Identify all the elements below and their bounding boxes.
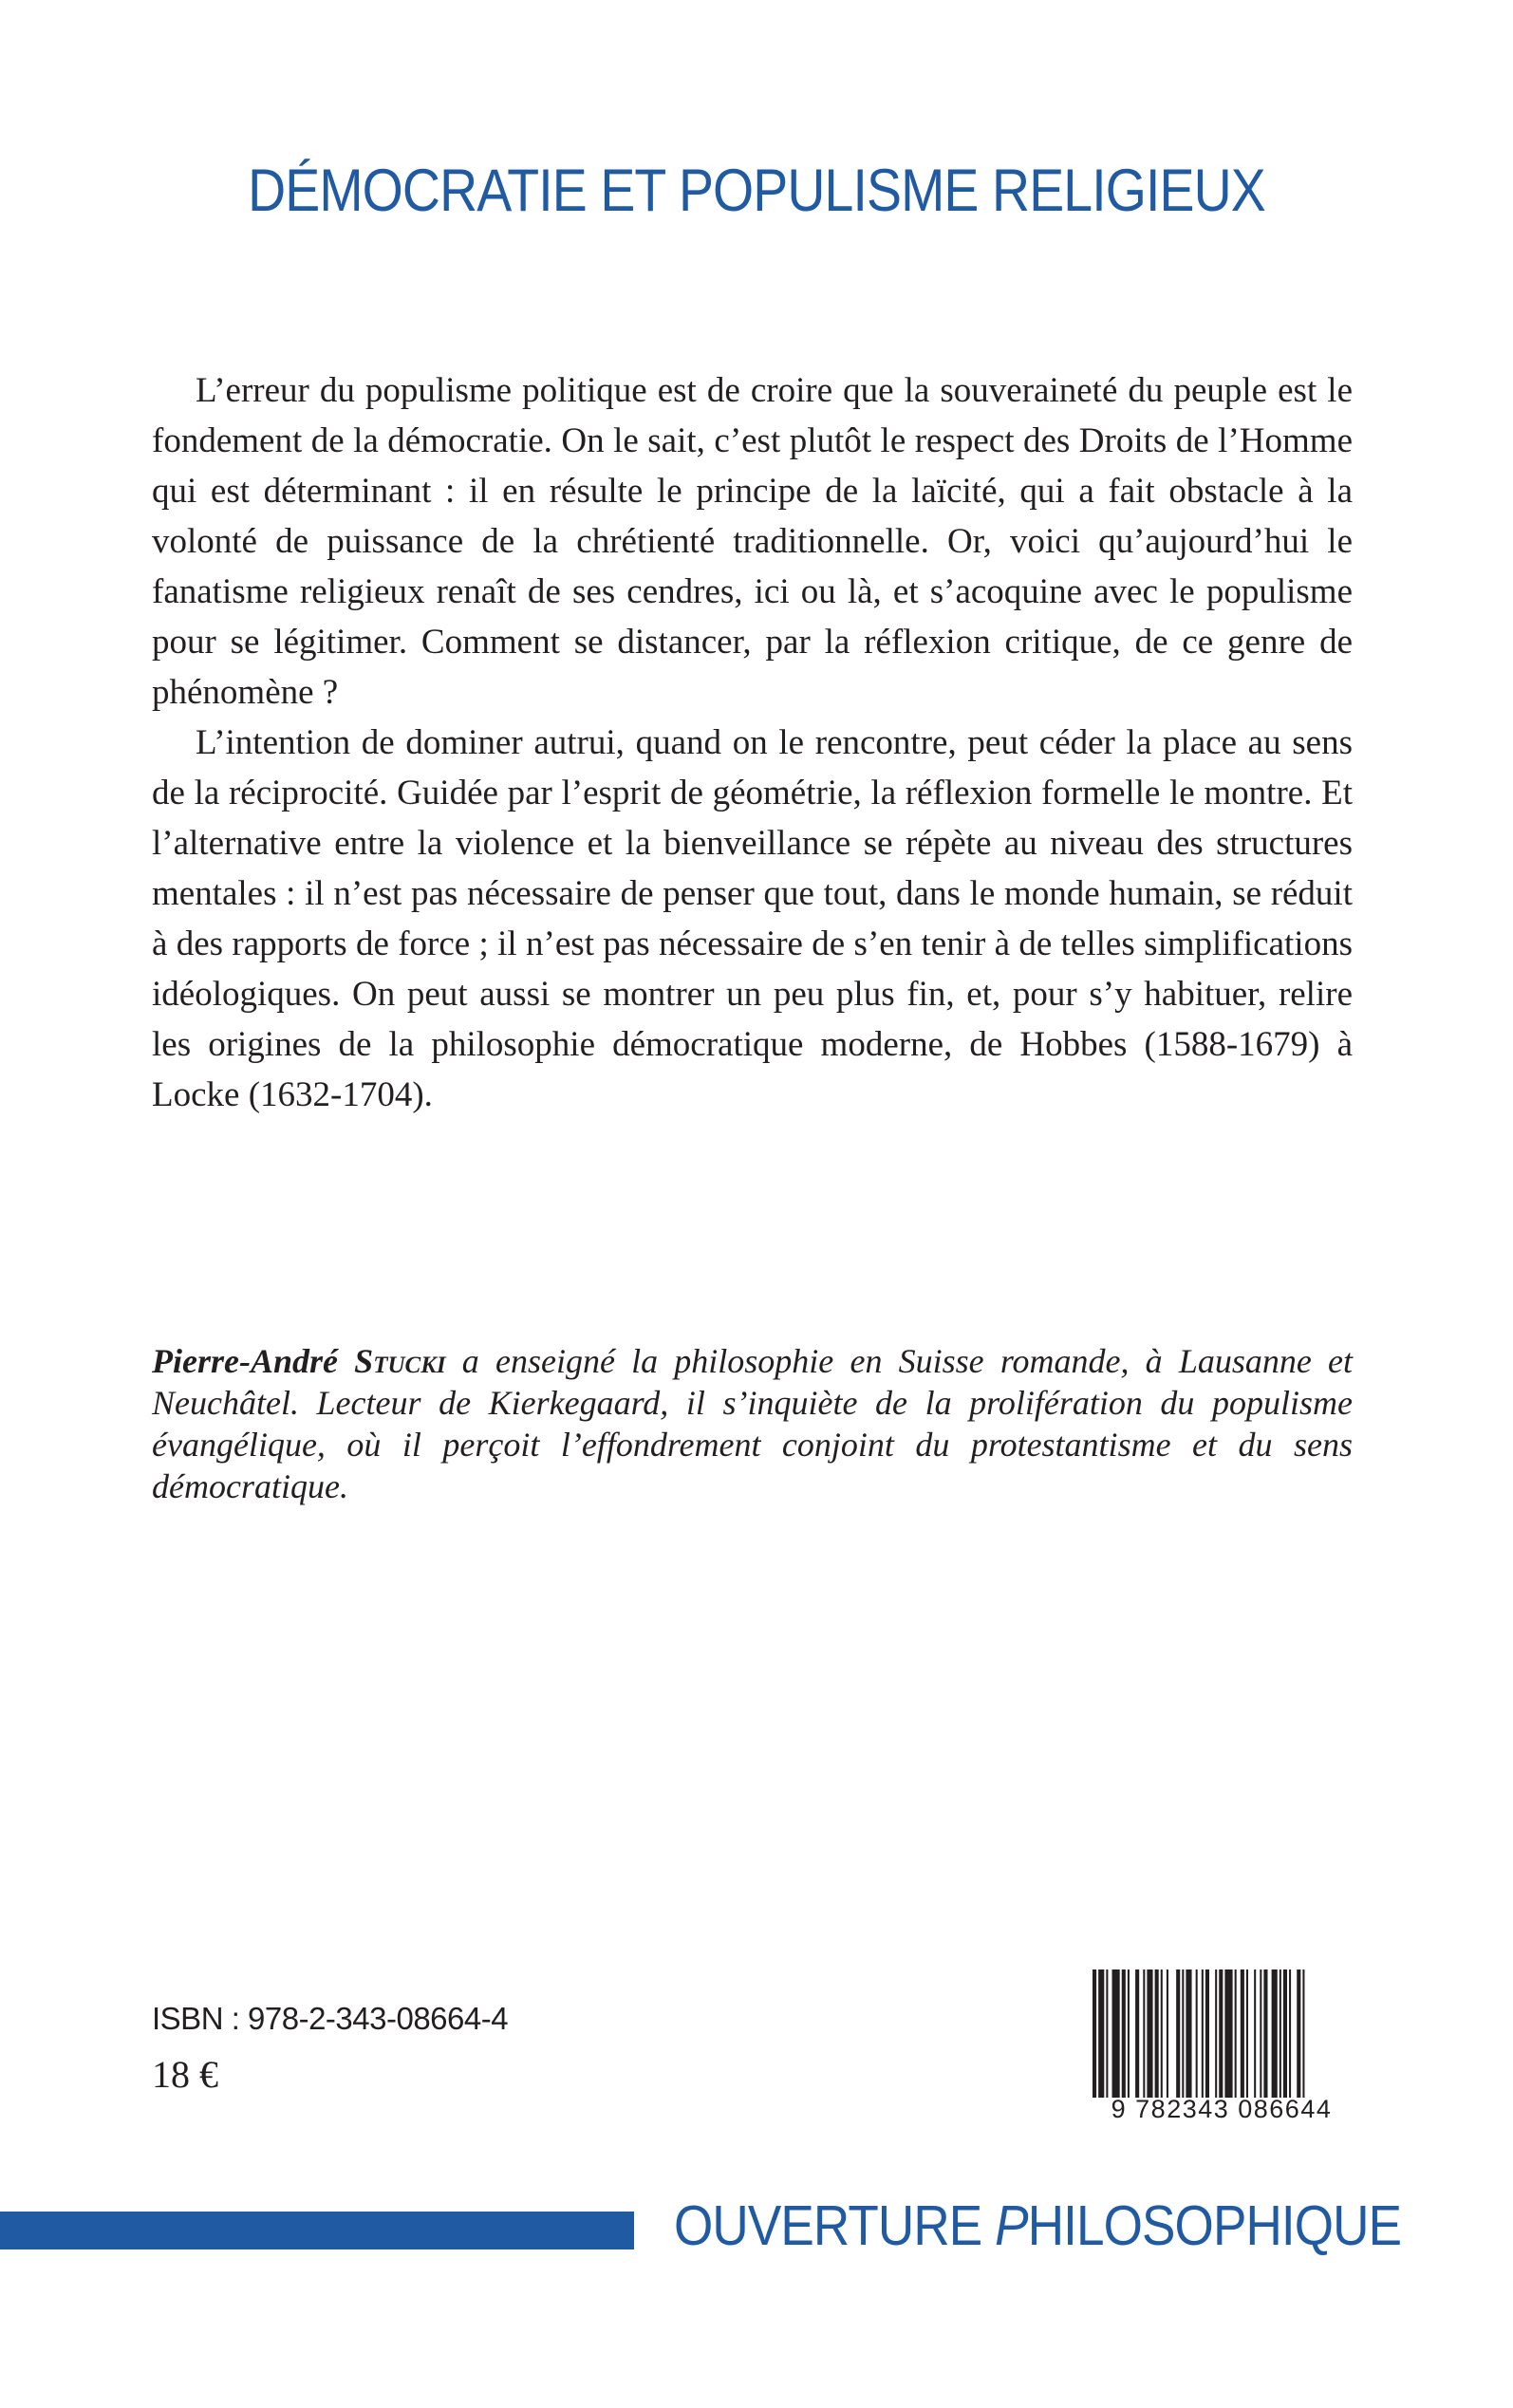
- author-surname: Stucki: [354, 1342, 446, 1380]
- barcode-bar: [1297, 1969, 1300, 2098]
- barcode-bar: [1224, 1969, 1232, 2098]
- barcode-bar: [1289, 1969, 1291, 2098]
- price: 18 €: [152, 2053, 218, 2096]
- isbn: ISBN : 978-2-343-08664-4: [152, 2001, 509, 2036]
- book-title: DÉMOCRATIE ET POPULISME RELIGIEUX: [248, 158, 1265, 224]
- barcode-bar: [1205, 1969, 1209, 2098]
- barcode-bar: [1122, 1969, 1126, 2098]
- barcode-bar: [1235, 1969, 1237, 2098]
- barcode-bar: [1112, 1969, 1120, 2098]
- barcode-bar: [1280, 1969, 1281, 2098]
- barcode-bar: [1272, 1969, 1278, 2098]
- barcode-digits: 9 782343 086644: [1111, 2095, 1333, 2123]
- barcode-bar: [1202, 1969, 1204, 2098]
- barcode-bar: [1283, 1969, 1287, 2098]
- author-bio-text: a enseigné la philosophie en Suisse romande, à Lausanne et Neuchâtel. Lecteur de Kierkegaard, il s’inquiète de la prolifération du populisme évangélique, où il perçoit l’effondrement conjoint du protestantisme et du sens démocratique.: [152, 1342, 1354, 1505]
- barcode-bar: [1093, 1969, 1096, 2098]
- barcode-bar: [1135, 1969, 1139, 2098]
- barcode-bar: [1098, 1969, 1104, 2098]
- barcode-bar: [1260, 1969, 1261, 2098]
- barcode-bar: [1219, 1969, 1223, 2098]
- collection-name-part: OUVERTURE: [674, 2194, 996, 2257]
- barcode-bar: [1241, 1969, 1244, 2098]
- collection-name-part: HILOSOPHIQUE: [1027, 2194, 1402, 2257]
- collection-bar: [0, 2212, 634, 2249]
- barcode-bar: [1161, 1969, 1163, 2098]
- barcode-bar: [1167, 1969, 1168, 2098]
- barcode-bar: [1196, 1969, 1198, 2098]
- blurb-paragraph: L’intention de dominer autrui, quand on le rencontre, peut céder la place au sens de la réciprocité. Guidée par l’esprit de géométrie, la réflexion formelle le montre. Et l’alternative entre la violence et la bienveillance se répète au niveau des structures mentales : il n’est pas nécessaire de penser que tout, dans le monde humain, se réduit à des rapports de force ; il n’est pas nécessaire de s’en tenir à de telles simplifications idéologiques. On peut aussi se montrer un peu plus fin, et, pour s’y habituer, relire les origines de la philosophie démocratique moderne, de Hobbes (1588-1679) à Locke (1632-1704).: [152, 723, 1353, 1114]
- collection-name: [674, 2194, 1402, 2257]
- barcode-bar: [1254, 1969, 1256, 2098]
- barcode-bar: [1176, 1969, 1180, 2098]
- barcode-bar: [1155, 1969, 1159, 2098]
- barcode-bar: [1215, 1969, 1217, 2098]
- author-first-name: Pierre-André: [152, 1342, 338, 1380]
- barcode-bar: [1147, 1969, 1152, 2098]
- barcode-icon: [1090, 1969, 1354, 2098]
- author-bio: [152, 1340, 1353, 1507]
- barcode-bar: [1246, 1969, 1248, 2098]
- barcode-bar: [1106, 1969, 1108, 2098]
- barcode-bar: [1143, 1969, 1145, 2098]
- barcode-bar: [1263, 1969, 1267, 2098]
- barcode-bar: [1186, 1969, 1191, 2098]
- collection-name-part: P: [995, 2194, 1028, 2257]
- barcode-bar: [1182, 1969, 1184, 2098]
- blurb: [152, 365, 1353, 1120]
- barcode-bar: [1302, 1969, 1304, 2098]
- barcode-bar: [1128, 1969, 1130, 2098]
- blurb-paragraph: L’erreur du populisme politique est de croire que la souveraineté du peuple est le fondement de la démocratie. On le sait, c’est plutôt le respect des Droits de l’Homme qui est déterminant : il en résulte le principe de la laïcité, qui a fait obstacle à la volonté de puissance de la chrétienté traditionnelle. Or, voici qu’aujourd’hui le fanatisme religieux renaît de ses cendres, ici ou là, et s’acoquine avec le populisme pour se légitimer. Comment se distancer, par la réflexion critique, de ce genre de phénomène ?: [152, 371, 1353, 712]
